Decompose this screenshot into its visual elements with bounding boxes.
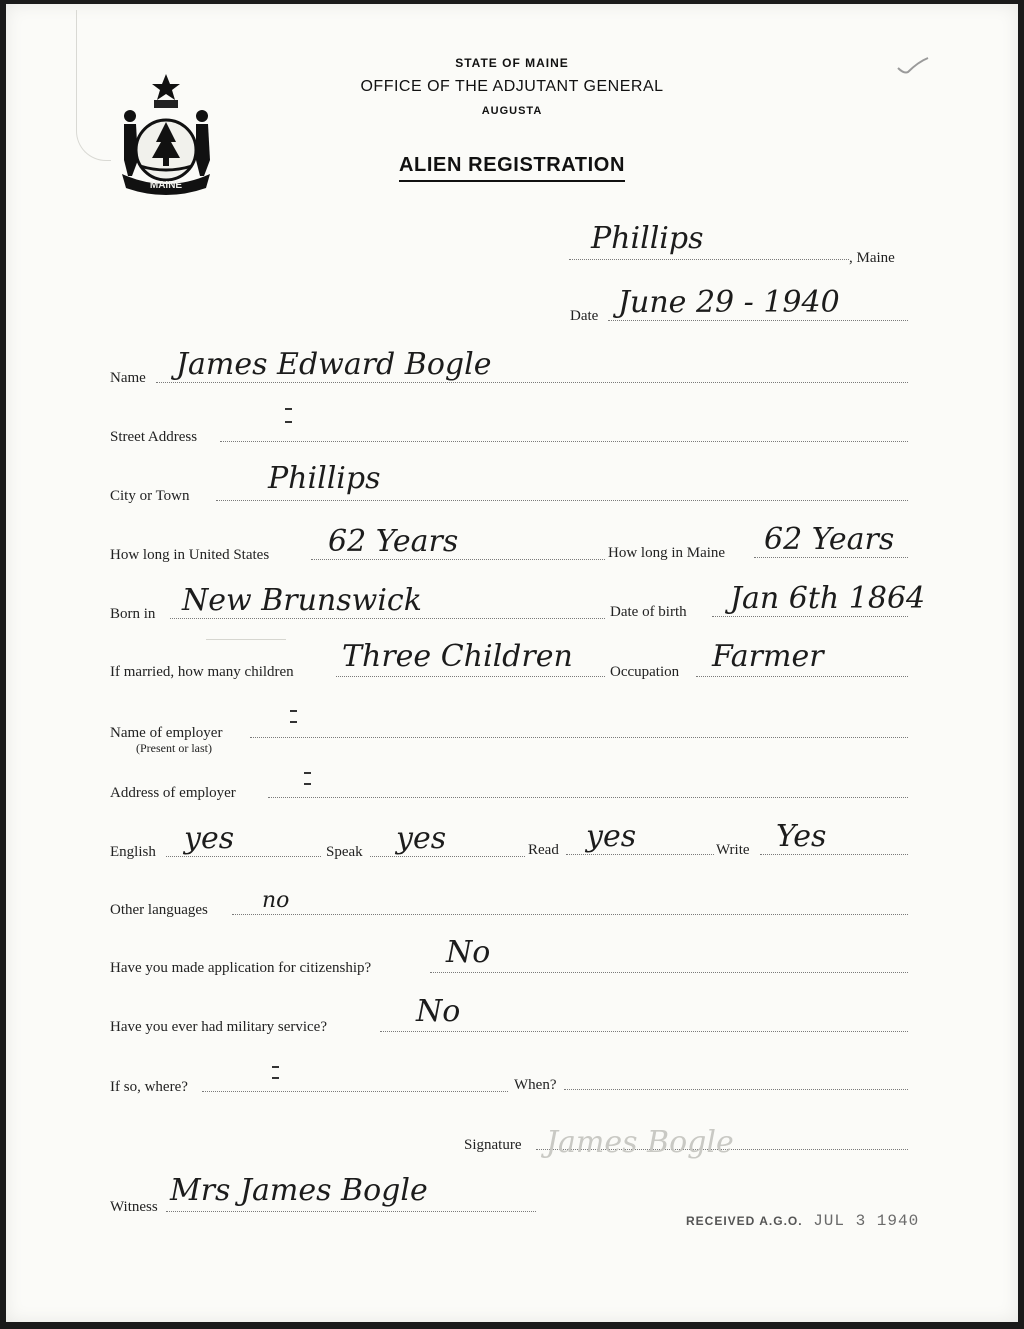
english-value: yes <box>184 821 235 856</box>
speak-label: Speak <box>326 844 363 860</box>
town-line <box>569 259 849 260</box>
children-value: Three Children <box>342 639 573 674</box>
occupation-label: Occupation <box>610 664 680 680</box>
born-line <box>170 618 605 619</box>
where-dash-mark-2 <box>272 1077 279 1079</box>
town-value: Phillips <box>591 221 704 256</box>
employer-dash-mark <box>290 710 297 712</box>
street-dash-mark <box>285 408 292 410</box>
registration-form-sheet <box>6 4 1018 1322</box>
received-stamp-label: RECEIVED A.G.O. <box>686 1214 803 1228</box>
city-label: City or Town <box>110 488 190 504</box>
form-title: ALIEN REGISTRATION <box>399 154 625 182</box>
employer-line <box>250 737 908 738</box>
signature-value: James Bogle <box>546 1125 734 1160</box>
us-value: 62 Years <box>328 524 459 559</box>
city-value: Phillips <box>268 461 381 496</box>
city-line <box>216 500 908 501</box>
when-label: When? <box>514 1077 557 1093</box>
witness-label: Witness <box>110 1199 158 1215</box>
dob-line <box>712 616 908 617</box>
state-heading: STATE OF MAINE <box>455 56 569 70</box>
date-label: Date <box>570 308 599 324</box>
citizenship-label: Have you made application for citizenship? <box>110 960 372 976</box>
other-languages-line <box>232 914 908 915</box>
read-line <box>566 854 714 855</box>
name-line <box>156 382 908 383</box>
maine-value: 62 Years <box>764 522 895 557</box>
where-label: If so, where? <box>110 1079 188 1095</box>
other-languages-value: no <box>262 888 290 913</box>
received-stamp-date: JUL 3 1940 <box>813 1212 920 1230</box>
street-line <box>220 441 908 442</box>
date-line <box>608 320 908 321</box>
english-label: English <box>110 844 156 860</box>
name-label: Name <box>110 370 146 386</box>
employer-address-dash-mark <box>304 772 311 774</box>
street-label: Street Address <box>110 429 198 445</box>
children-line <box>336 676 605 677</box>
employer-address-label: Address of employer <box>110 785 236 801</box>
date-value: June 29 - 1940 <box>618 285 840 320</box>
citizenship-value: No <box>446 935 491 970</box>
write-line <box>760 854 908 855</box>
employer-dash-mark-2 <box>290 721 297 723</box>
occupation-value: Farmer <box>712 639 824 674</box>
other-languages-label: Other languages <box>110 902 208 918</box>
military-value: No <box>416 994 461 1029</box>
when-line <box>564 1089 908 1090</box>
received-stamp <box>686 1212 919 1230</box>
speak-line <box>370 856 525 857</box>
witness-value: Mrs James Bogle <box>170 1173 428 1208</box>
read-value: yes <box>586 819 637 854</box>
born-label: Born in <box>110 606 156 622</box>
name-value: James Edward Bogle <box>176 347 492 382</box>
occupation-line <box>696 676 908 677</box>
children-label: If married, how many children <box>110 664 294 680</box>
speak-value: yes <box>396 821 447 856</box>
military-line <box>380 1031 908 1032</box>
english-line <box>166 856 321 857</box>
town-suffix-label: , Maine <box>849 250 895 266</box>
employer-address-line <box>268 797 908 798</box>
born-value: New Brunswick <box>182 583 422 618</box>
citizenship-line <box>430 972 908 973</box>
stray-pencil-mark <box>206 639 286 640</box>
write-label: Write <box>716 842 750 858</box>
read-label: Read <box>528 842 559 858</box>
us-line <box>311 559 605 560</box>
dob-label: Date of birth <box>610 604 687 620</box>
us-label: How long in United States <box>110 547 270 563</box>
office-heading: OFFICE OF THE ADJUTANT GENERAL <box>360 78 664 95</box>
military-label: Have you ever had military service? <box>110 1019 327 1035</box>
dob-value: Jan 6th 1864 <box>730 581 926 616</box>
maine-label: How long in Maine <box>608 545 726 561</box>
witness-line <box>166 1211 536 1212</box>
street-dash-mark-2 <box>285 421 292 423</box>
employer-label: Name of employer <box>110 725 223 741</box>
svg-text:MAINE: MAINE <box>149 180 183 191</box>
where-line <box>202 1091 508 1092</box>
maine-line <box>754 557 908 558</box>
city-heading: AUGUSTA <box>481 105 543 117</box>
write-value: Yes <box>776 819 827 854</box>
signature-label: Signature <box>464 1137 522 1153</box>
employer-sub-label: (Present or last) <box>136 741 212 755</box>
where-dash-mark <box>272 1066 279 1068</box>
employer-address-dash-mark-2 <box>304 783 311 785</box>
